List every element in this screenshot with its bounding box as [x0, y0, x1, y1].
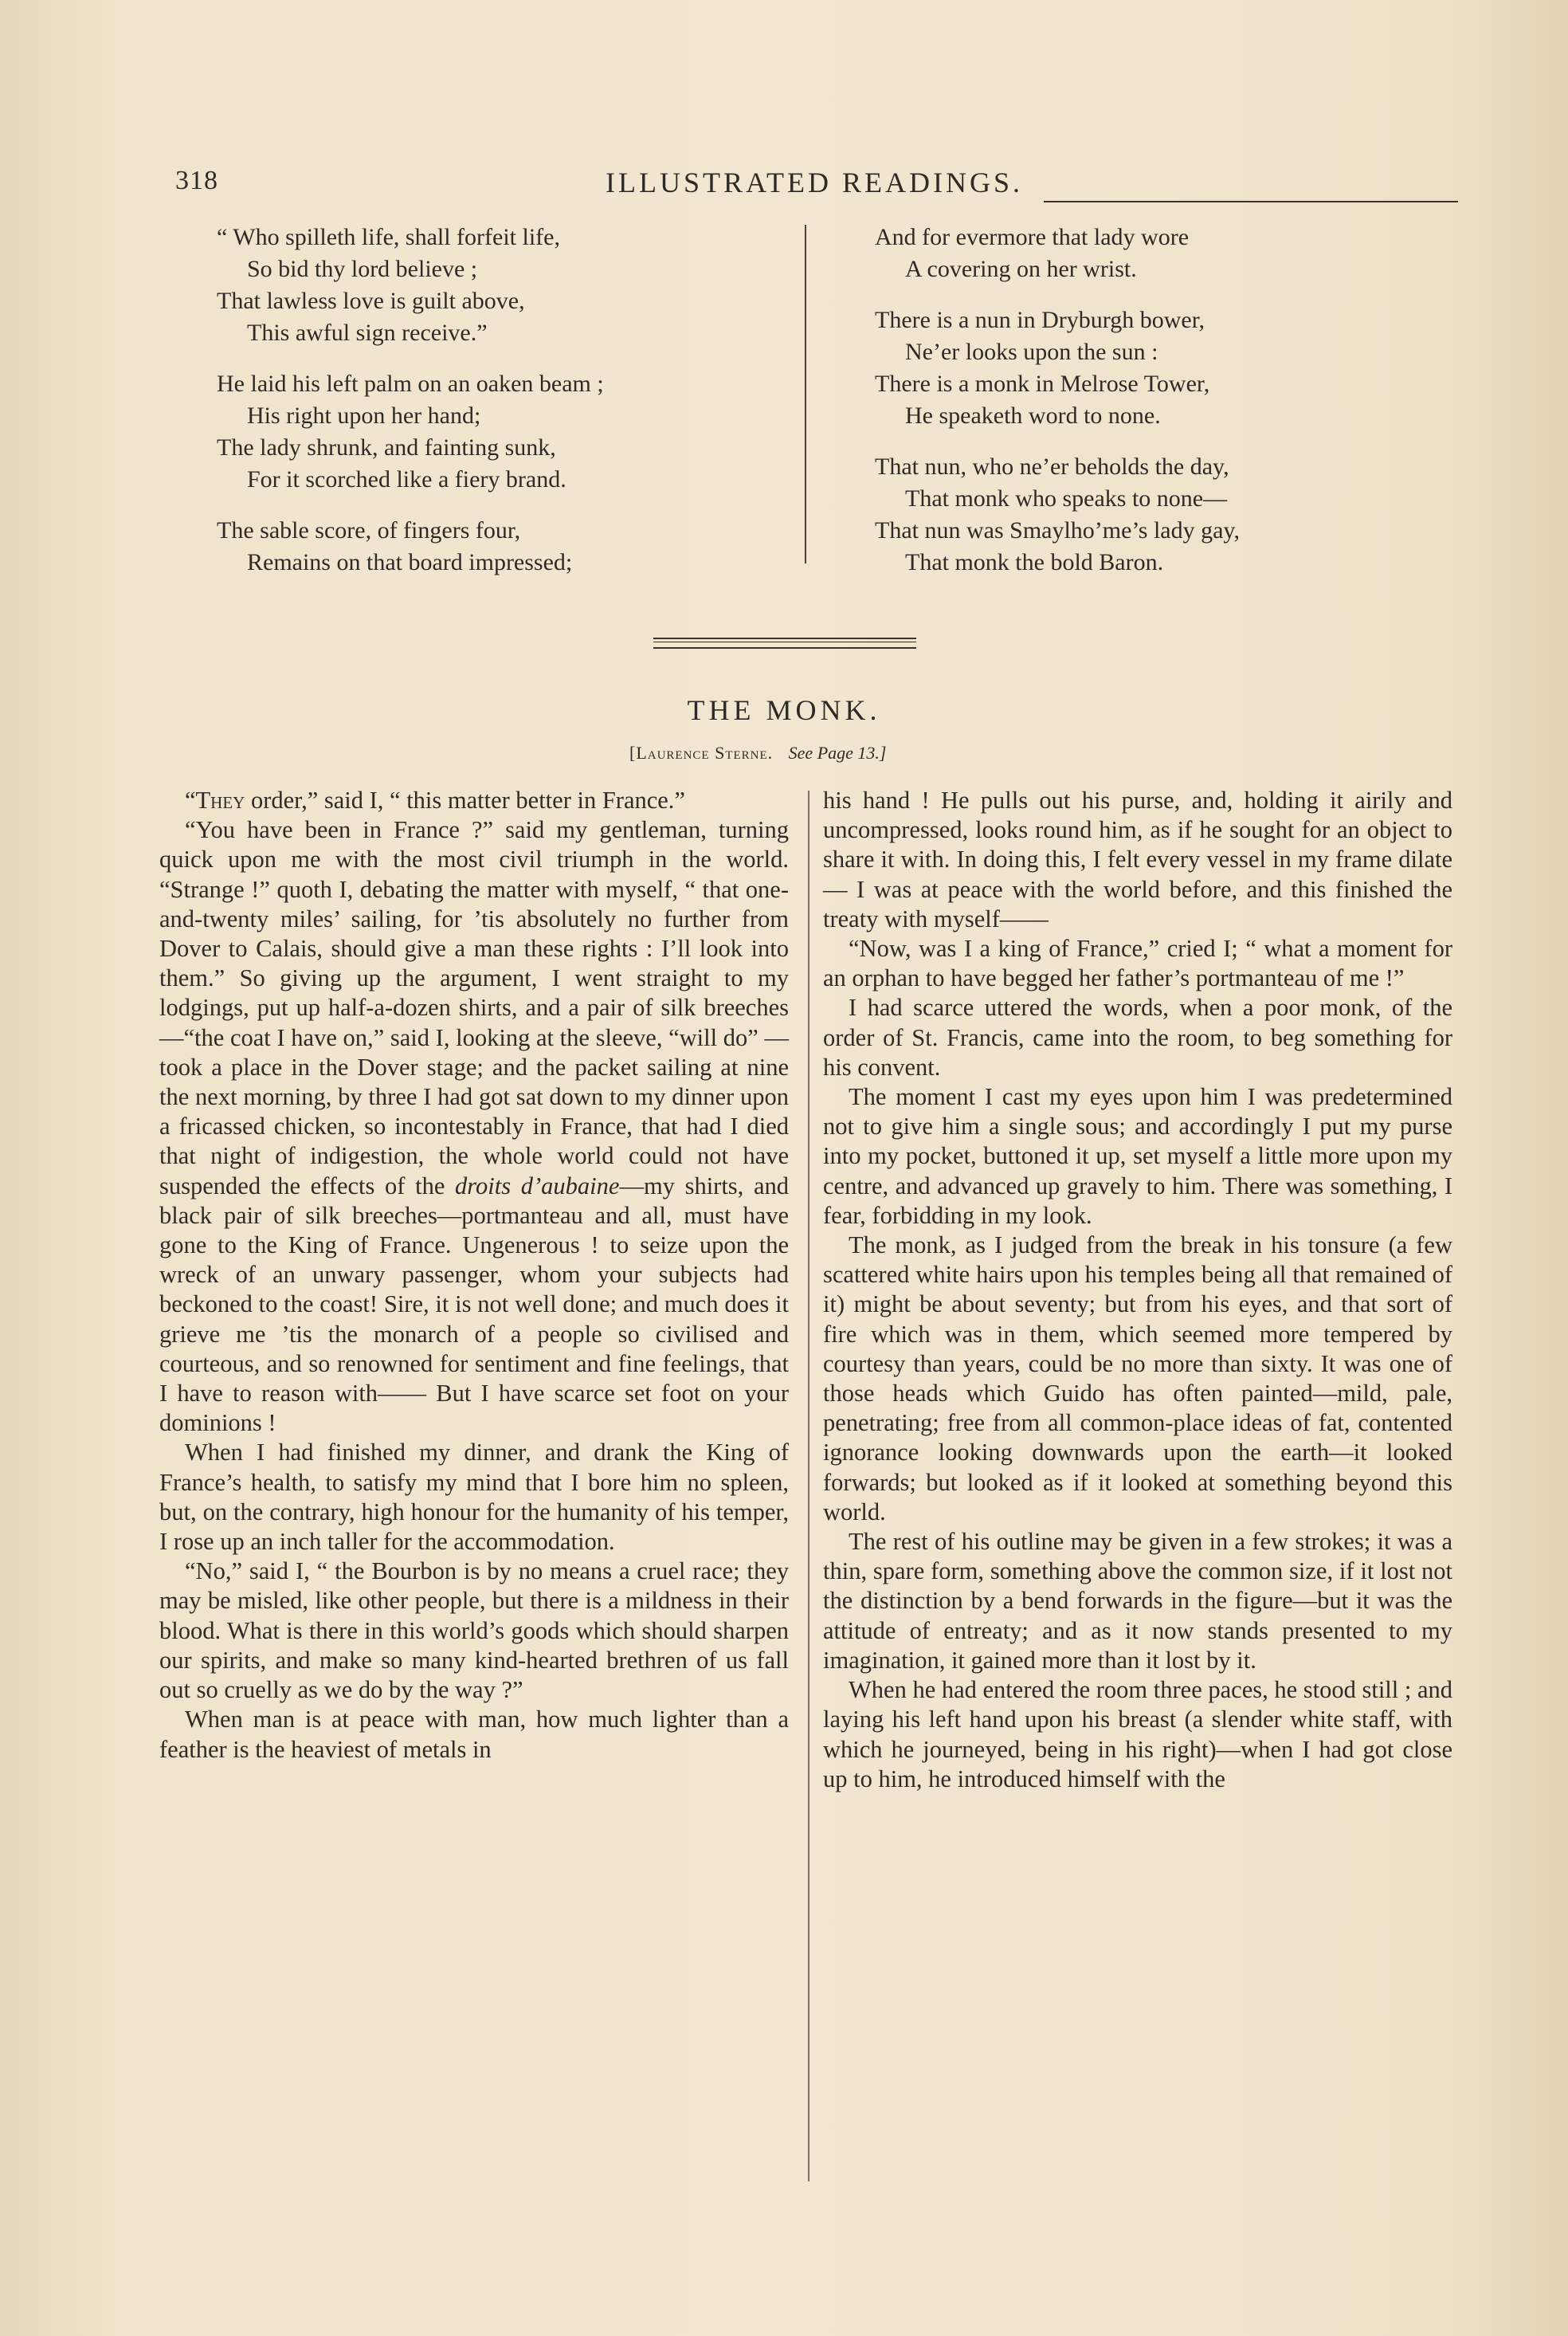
poem-right-column	[875, 222, 1448, 598]
verse-line: He speaketh word to none.	[905, 402, 1161, 429]
stanza	[217, 368, 790, 496]
author-name: [Laurence Sterne.	[629, 743, 774, 763]
stanza	[217, 515, 790, 579]
verse-line: For it scorched like a fiery brand.	[247, 466, 566, 493]
article-title: THE MONK.	[687, 694, 881, 726]
page-reference: See Page 13.]	[788, 743, 887, 763]
paragraph: “Now, was I a king of France,” cried I; “ what a moment for an orphan to have begged her father’s portmanteau of me !”	[823, 935, 1452, 992]
column-divider	[805, 225, 806, 563]
verse-line: His right upon her hand;	[247, 402, 481, 429]
paragraph: When he had entered the room three paces, he stood still ; and laying his left hand upon his breast (a slender white staff, with which he journeyed, being in his right)—when I had got close up to him, he introduced himself with the	[823, 1676, 1453, 1792]
paragraph-text: “You have been in France ?” said my gentleman, turning quick upon me with the most civil triumph in the world. “Strange !” quoth I, debating the matter with myself, “ that one-and-twenty miles’ sailing, for ’tis absolutely no further from Dover to Calais, should give a man these rights : I’ll look into them.” So giving up the argument, I went straight to my lodgings, put up half-a-dozen shirts, and a pair of silk breeches—“the coat I have on,” said I, looking at the sleeve, “will do” —took a place in the Dover stage; and the packet sailing at nine the next morning, by three I had got sat down to my dinner upon a fricassed chicken, so incontestably in France, that had I died that night of indigestion, the whole world could not have suspended the effects of the	[159, 816, 789, 1199]
verse-line: The sable score, of fingers four,	[217, 517, 521, 544]
ornamental-rule	[653, 638, 916, 649]
stanza	[875, 304, 1448, 432]
stanza	[217, 222, 790, 349]
running-title: ILLUSTRATED READINGS.	[606, 167, 1023, 198]
paragraph	[159, 786, 789, 815]
verse-line: Remains on that board impressed;	[247, 549, 573, 575]
paragraph: I had scarce uttered the words, when a poor monk, of the order of St. Francis, came into the room, to beg something for his convent.	[823, 994, 1452, 1081]
stanza	[875, 451, 1448, 579]
verse-line: This awful sign receive.”	[247, 320, 488, 346]
page-header	[175, 166, 1450, 206]
verse-line: That monk the bold Baron.	[905, 549, 1164, 575]
verse-line: That monk who speaks to none—	[905, 485, 1228, 512]
opening-word: “They	[185, 787, 245, 814]
paragraph-text: —my shirts, and black pair of silk breeches—portmanteau and all, must have gone to the King of France. Ungenerous ! to seize upon the wreck of an unwary passenger, whom your subjects had beckoned to the coast! Sire, it is not well done; and much does it grieve me ’tis the monarch of a people so civilised and courteous, and so renowned for sentiment and fine feelings, that I have to reason with—— But I have scarce set foot on your dominions !	[159, 1172, 789, 1437]
paragraph: The moment I cast my eyes upon him I was predetermined not to give him a single sous; and accordingly I put my purse into my pocket, buttoned it up, set myself a little more upon my centre, and advanced up gravely to him. There was something, I fear, forbidding in my look.	[823, 1083, 1452, 1229]
verse-line: He laid his left palm on an oaken beam ;	[217, 371, 604, 397]
verse-line: So bid thy lord believe ;	[247, 256, 478, 282]
paragraph: his hand ! He pulls out his purse, and, holding it airily and uncompressed, looks round him, as if he sought for an object to share it with. In doing this, I felt every vessel in my frame dilate— I was at peace with the world before, and this finished the treaty with myself——	[823, 787, 1452, 932]
paragraph	[159, 815, 789, 1438]
paragraph-text: order,” said I, “ this matter better in France.”	[245, 787, 685, 814]
verse-line: And for evermore that lady wore	[875, 224, 1190, 250]
attribution	[629, 743, 886, 764]
page-number: 318	[175, 166, 218, 195]
verse-line: A covering on her wrist.	[905, 256, 1137, 282]
verse-line: Ne’er looks upon the sun :	[905, 339, 1158, 365]
verse-line: “ Who spilleth life, shall forfeit life,	[217, 224, 560, 250]
paragraph: When I had finished my dinner, and drank the King of France’s health, to satisfy my mind that I bore him no spleen, but, on the contrary, high honour for the humanity of his temper, I rose up an inch taller for the accommodation.	[159, 1439, 789, 1556]
paragraph: When man is at peace with man, how much lighter than a feather is the heaviest of metals in	[159, 1706, 789, 1763]
verse-line: There is a monk in Melrose Tower,	[875, 371, 1210, 397]
header-rule	[1044, 201, 1458, 202]
stanza	[875, 222, 1448, 285]
verse-line: That nun, who ne’er beholds the day,	[875, 453, 1229, 480]
italic-phrase: droits d’aubaine	[455, 1172, 620, 1199]
verse-line: The lady shrunk, and fainting sunk,	[217, 434, 556, 461]
column-divider	[808, 791, 809, 2181]
poem-left-column	[217, 222, 790, 598]
prose-left-column	[159, 786, 789, 1765]
paragraph: “No,” said I, “ the Bourbon is by no means a cruel race; they may be misled, like other people, but there is a mildness in their blood. What is there in this world’s goods which should sharpen our spirits, and make so many kind-hearted brethren of us fall out so cruelly as we do by the way ?”	[159, 1557, 789, 1704]
prose-right-column	[823, 786, 1452, 1794]
verse-line: There is a nun in Dryburgh bower,	[875, 307, 1205, 333]
verse-line: That lawless love is guilt above,	[217, 288, 525, 314]
paragraph: The rest of his outline may be given in a few strokes; it was a thin, spare form, something above the common size, if it lost not the distinction by a bend forwards in the figure—but it was the attitude of entreaty; and as it now stands presented to my imagination, it gained more than it lost by it.	[823, 1528, 1452, 1674]
verse-line: That nun was Smaylho’me’s lady gay,	[875, 517, 1240, 544]
paragraph: The monk, as I judged from the break in his tonsure (a few scattered white hairs upon his temples being all that remained of it) might be about seventy; but from his eyes, and that sort of fire which was in them, which seemed more tempered by courtesy than years, could be no more than sixty. It was one of those heads which Guido has often painted—mild, pale, penetrating; free from all common-place ideas of fat, contented ignorance looking downwards upon the earth—it looked forwards; but looked as if it looked at something beyond this world.	[823, 1231, 1452, 1525]
